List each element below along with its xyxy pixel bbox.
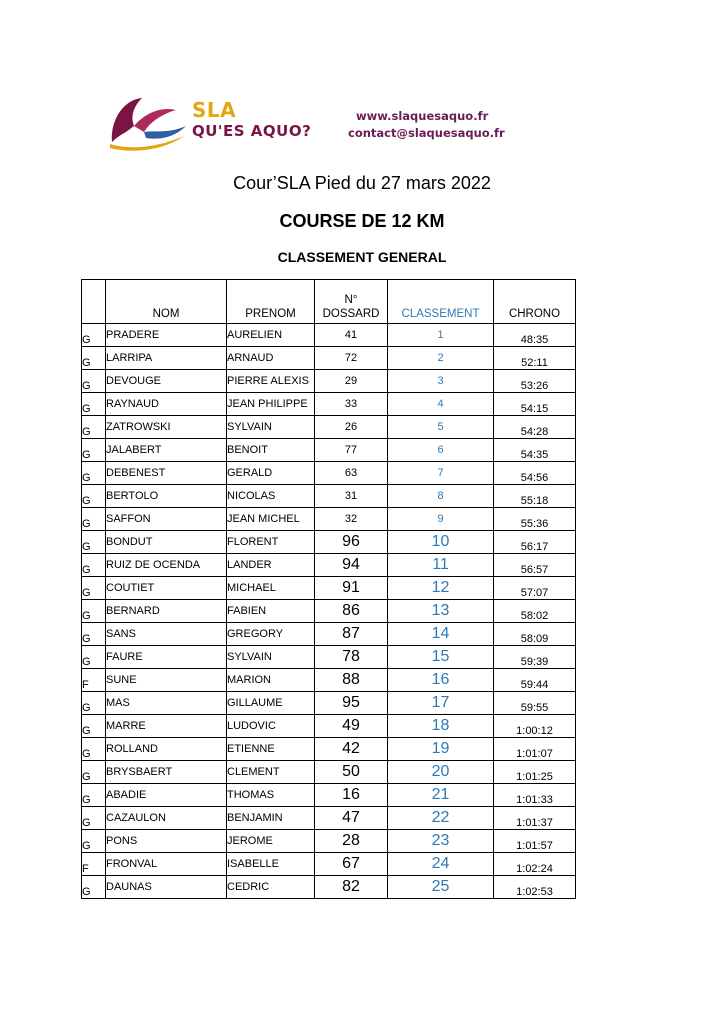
column-header-nom: NOM (106, 280, 227, 324)
cell-chrono: 56:17 (494, 531, 576, 554)
dossard-header-line2: DOSSARD (322, 308, 380, 320)
cell-prenom: NICOLAS (227, 485, 315, 508)
column-header-prenom: PRENOM (227, 280, 315, 324)
cell-nom: LARRIPA (106, 347, 227, 370)
table-row (82, 738, 576, 761)
cell-nom: RAYNAUD (106, 393, 227, 416)
cell-prenom: FABIEN (227, 600, 315, 623)
cell-prenom: THOMAS (227, 784, 315, 807)
website-link[interactable]: www.slaquesaquo.fr (356, 109, 489, 123)
cell-prenom: JEROME (227, 830, 315, 853)
cell-chrono: 1:01:33 (494, 784, 576, 807)
cell-sex: G (82, 324, 106, 347)
column-header-classement: CLASSEMENT (388, 280, 494, 324)
cell-dossard: 91 (315, 577, 388, 600)
cell-sex: G (82, 554, 106, 577)
table-row (82, 508, 576, 531)
cell-chrono: 59:39 (494, 646, 576, 669)
cell-sex: G (82, 692, 106, 715)
cell-chrono: 59:55 (494, 692, 576, 715)
cell-chrono: 56:57 (494, 554, 576, 577)
cell-classement: 18 (388, 715, 494, 738)
cell-dossard: 26 (315, 416, 388, 439)
cell-sex: F (82, 669, 106, 692)
cell-prenom: AURELIEN (227, 324, 315, 347)
cell-sex: G (82, 738, 106, 761)
cell-nom: MARRE (106, 715, 227, 738)
cell-sex: G (82, 462, 106, 485)
cell-nom: RUIZ DE OCENDA (106, 554, 227, 577)
cell-prenom: BENJAMIN (227, 807, 315, 830)
table-row (82, 646, 576, 669)
cell-nom: FRONVAL (106, 853, 227, 876)
cell-chrono: 57:07 (494, 577, 576, 600)
cell-chrono: 1:01:57 (494, 830, 576, 853)
classement-title: CLASSEMENT GENERAL (277, 249, 447, 265)
cell-classement: 14 (388, 623, 494, 646)
cell-sex: G (82, 876, 106, 899)
cell-nom: JALABERT (106, 439, 227, 462)
cell-dossard: 95 (315, 692, 388, 715)
cell-prenom: GREGORY (227, 623, 315, 646)
cell-chrono: 55:36 (494, 508, 576, 531)
cell-dossard: 96 (315, 531, 388, 554)
cell-chrono: 54:28 (494, 416, 576, 439)
cell-nom: FAURE (106, 646, 227, 669)
cell-nom: MAS (106, 692, 227, 715)
cell-sex: G (82, 439, 106, 462)
results-table (81, 279, 576, 899)
table-row (82, 623, 576, 646)
table-row (82, 462, 576, 485)
cell-chrono: 58:02 (494, 600, 576, 623)
cell-nom: DAUNAS (106, 876, 227, 899)
column-header-dossard (315, 280, 388, 324)
cell-sex: F (82, 853, 106, 876)
table-row (82, 761, 576, 784)
cell-nom: DEVOUGE (106, 370, 227, 393)
cell-sex: G (82, 807, 106, 830)
table-row (82, 416, 576, 439)
column-header-sex (82, 280, 106, 324)
cell-classement: 4 (388, 393, 494, 416)
table-row (82, 554, 576, 577)
cell-dossard: 82 (315, 876, 388, 899)
cell-sex: G (82, 508, 106, 531)
cell-dossard: 33 (315, 393, 388, 416)
cell-sex: G (82, 623, 106, 646)
cell-chrono: 59:44 (494, 669, 576, 692)
cell-sex: G (82, 531, 106, 554)
cell-classement: 13 (388, 600, 494, 623)
cell-chrono: 1:00:12 (494, 715, 576, 738)
cell-prenom: ISABELLE (227, 853, 315, 876)
cell-classement: 24 (388, 853, 494, 876)
cell-chrono: 54:56 (494, 462, 576, 485)
table-row (82, 370, 576, 393)
course-title: COURSE DE 12 KM (279, 211, 445, 231)
logo-sla-text: SLA (192, 98, 237, 122)
cell-prenom: MICHAEL (227, 577, 315, 600)
cell-chrono: 1:01:25 (494, 761, 576, 784)
contact-block (348, 108, 505, 142)
cell-chrono: 1:02:53 (494, 876, 576, 899)
cell-sex: G (82, 370, 106, 393)
cell-sex: G (82, 784, 106, 807)
cell-dossard: 31 (315, 485, 388, 508)
cell-dossard: 41 (315, 324, 388, 347)
cell-nom: COUTIET (106, 577, 227, 600)
cell-classement: 17 (388, 692, 494, 715)
cell-classement: 10 (388, 531, 494, 554)
cell-prenom: GILLAUME (227, 692, 315, 715)
cell-nom: SAFFON (106, 508, 227, 531)
cell-dossard: 78 (315, 646, 388, 669)
cell-dossard: 77 (315, 439, 388, 462)
cell-classement: 12 (388, 577, 494, 600)
cell-nom: BRYSBAERT (106, 761, 227, 784)
dossard-header-line1: N° (344, 294, 358, 306)
cell-sex: G (82, 393, 106, 416)
cell-dossard: 87 (315, 623, 388, 646)
cell-dossard: 67 (315, 853, 388, 876)
cell-dossard: 49 (315, 715, 388, 738)
cell-sex: G (82, 830, 106, 853)
cell-prenom: JEAN PHILIPPE (227, 393, 315, 416)
table-row (82, 807, 576, 830)
table-row (82, 531, 576, 554)
table-row (82, 600, 576, 623)
cell-chrono: 1:01:37 (494, 807, 576, 830)
cell-classement: 1 (388, 324, 494, 347)
sla-logo-emblem-icon (104, 92, 194, 152)
cell-dossard: 28 (315, 830, 388, 853)
cell-chrono: 52:11 (494, 347, 576, 370)
cell-dossard: 47 (315, 807, 388, 830)
cell-classement: 8 (388, 485, 494, 508)
event-title: Cour’SLA Pied du 27 mars 2022 (233, 173, 491, 193)
cell-sex: G (82, 646, 106, 669)
cell-classement: 23 (388, 830, 494, 853)
cell-dossard: 29 (315, 370, 388, 393)
table-row (82, 784, 576, 807)
cell-classement: 25 (388, 876, 494, 899)
table-row (82, 347, 576, 370)
column-header-chrono: CHRONO (494, 280, 576, 324)
cell-prenom: LANDER (227, 554, 315, 577)
cell-dossard: 86 (315, 600, 388, 623)
cell-sex: G (82, 485, 106, 508)
cell-prenom: JEAN MICHEL (227, 508, 315, 531)
cell-nom: DEBENEST (106, 462, 227, 485)
table-row (82, 393, 576, 416)
cell-prenom: CEDRIC (227, 876, 315, 899)
table-row (82, 876, 576, 899)
cell-nom: BERTOLO (106, 485, 227, 508)
table-row (82, 830, 576, 853)
cell-nom: PRADERE (106, 324, 227, 347)
cell-nom: BERNARD (106, 600, 227, 623)
table-row (82, 439, 576, 462)
cell-dossard: 88 (315, 669, 388, 692)
cell-nom: ROLLAND (106, 738, 227, 761)
cell-nom: BONDUT (106, 531, 227, 554)
cell-sex: G (82, 600, 106, 623)
table-row (82, 669, 576, 692)
cell-classement: 16 (388, 669, 494, 692)
cell-classement: 21 (388, 784, 494, 807)
cell-chrono: 1:01:07 (494, 738, 576, 761)
table-header-row (82, 280, 576, 324)
cell-prenom: SYLVAIN (227, 416, 315, 439)
cell-prenom: BENOIT (227, 439, 315, 462)
cell-classement: 7 (388, 462, 494, 485)
cell-classement: 15 (388, 646, 494, 669)
cell-chrono: 58:09 (494, 623, 576, 646)
cell-dossard: 50 (315, 761, 388, 784)
cell-classement: 2 (388, 347, 494, 370)
cell-sex: G (82, 715, 106, 738)
cell-classement: 9 (388, 508, 494, 531)
sla-logo (104, 92, 344, 152)
cell-prenom: CLEMENT (227, 761, 315, 784)
table-row (82, 324, 576, 347)
cell-nom: ZATROWSKI (106, 416, 227, 439)
cell-prenom: LUDOVIC (227, 715, 315, 738)
cell-dossard: 42 (315, 738, 388, 761)
cell-prenom: MARION (227, 669, 315, 692)
cell-chrono: 53:26 (494, 370, 576, 393)
cell-chrono: 55:18 (494, 485, 576, 508)
cell-sex: G (82, 761, 106, 784)
cell-chrono: 48:35 (494, 324, 576, 347)
cell-dossard: 72 (315, 347, 388, 370)
cell-sex: G (82, 416, 106, 439)
cell-dossard: 16 (315, 784, 388, 807)
cell-classement: 11 (388, 554, 494, 577)
cell-sex: G (82, 347, 106, 370)
cell-classement: 19 (388, 738, 494, 761)
cell-prenom: FLORENT (227, 531, 315, 554)
email-link[interactable]: contact@slaquesaquo.fr (348, 126, 505, 140)
cell-sex: G (82, 577, 106, 600)
cell-nom: SANS (106, 623, 227, 646)
cell-classement: 3 (388, 370, 494, 393)
cell-chrono: 1:02:24 (494, 853, 576, 876)
cell-chrono: 54:15 (494, 393, 576, 416)
table-row (82, 485, 576, 508)
cell-nom: PONS (106, 830, 227, 853)
cell-prenom: PIERRE ALEXIS (227, 370, 315, 393)
logo-quesaquo-text: QU'ES AQUO? (192, 122, 312, 140)
cell-nom: CAZAULON (106, 807, 227, 830)
cell-chrono: 54:35 (494, 439, 576, 462)
cell-nom: ABADIE (106, 784, 227, 807)
table-row (82, 715, 576, 738)
cell-prenom: SYLVAIN (227, 646, 315, 669)
cell-classement: 6 (388, 439, 494, 462)
cell-nom: SUNE (106, 669, 227, 692)
cell-classement: 20 (388, 761, 494, 784)
cell-prenom: GERALD (227, 462, 315, 485)
cell-classement: 22 (388, 807, 494, 830)
cell-prenom: ETIENNE (227, 738, 315, 761)
table-row (82, 853, 576, 876)
cell-dossard: 32 (315, 508, 388, 531)
table-row (82, 692, 576, 715)
results-body (82, 324, 576, 899)
cell-classement: 5 (388, 416, 494, 439)
cell-dossard: 63 (315, 462, 388, 485)
cell-dossard: 94 (315, 554, 388, 577)
table-row (82, 577, 576, 600)
cell-prenom: ARNAUD (227, 347, 315, 370)
